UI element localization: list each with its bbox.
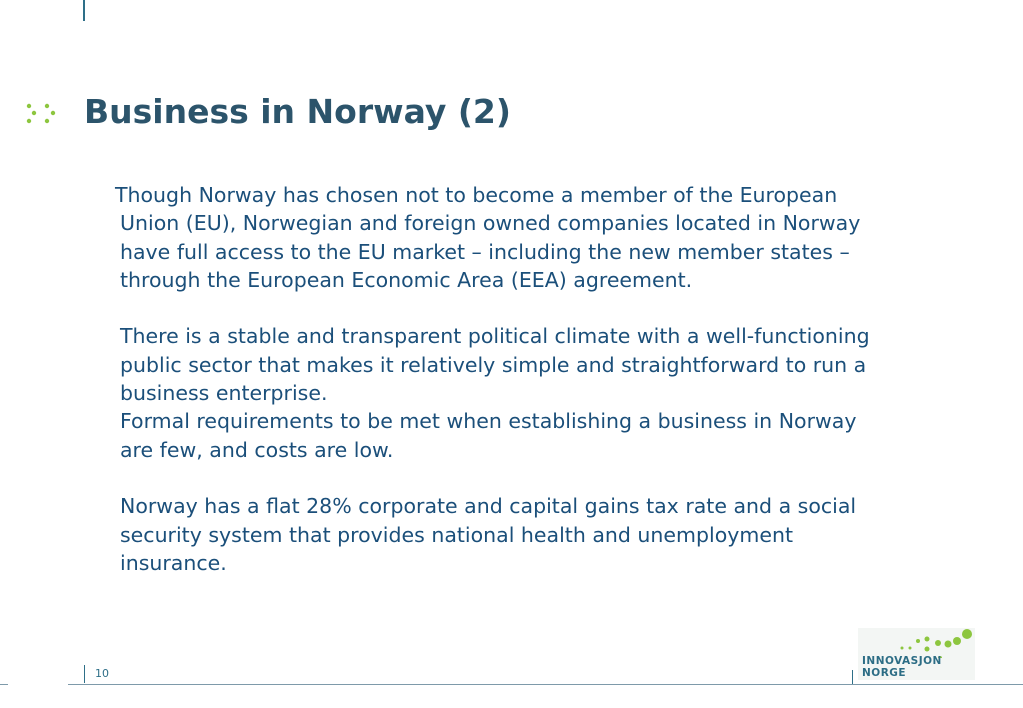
logo-text-norge: NORGE (862, 667, 907, 679)
footer-rule (68, 684, 1023, 685)
title-bullet-dots-icon (26, 101, 62, 129)
paragraph-formal-requirements: Formal requirements to be met when establishing a business in Norway are few, and costs are low. (120, 409, 857, 462)
logo-text-innovasjon: INNOVASJON (862, 655, 942, 667)
logo-dots-icon (852, 628, 982, 658)
slide-title: Business in Norway (2) (84, 92, 511, 131)
footer-rule-left (0, 684, 8, 685)
slide-body (115, 181, 880, 577)
paragraph-spacer (120, 464, 880, 492)
page-number: 10 (95, 667, 109, 680)
paragraph-spacer (120, 294, 880, 322)
paragraph-political-climate: There is a stable and transparent political climate with a well-functioning public sector that makes it relatively simple and straightforward to run a business enterprise. (120, 324, 870, 406)
page-number-divider (84, 665, 85, 683)
innovasjon-norge-logo (852, 628, 982, 684)
top-divider-tick (83, 0, 85, 21)
paragraph-tax-rate: Norway has a flat 28% corporate and capital gains tax rate and a social security system that provides national health and unemployment insurance. (120, 494, 857, 575)
logo-divider (852, 670, 853, 684)
paragraph-eu-access: Though Norway has chosen not to become a member of the European Union (EU), Norwegian and foreign owned companies located in Norway have full access to the EU market – including the new member states – through the European Economic Area (EEA) agreement. (115, 183, 861, 292)
